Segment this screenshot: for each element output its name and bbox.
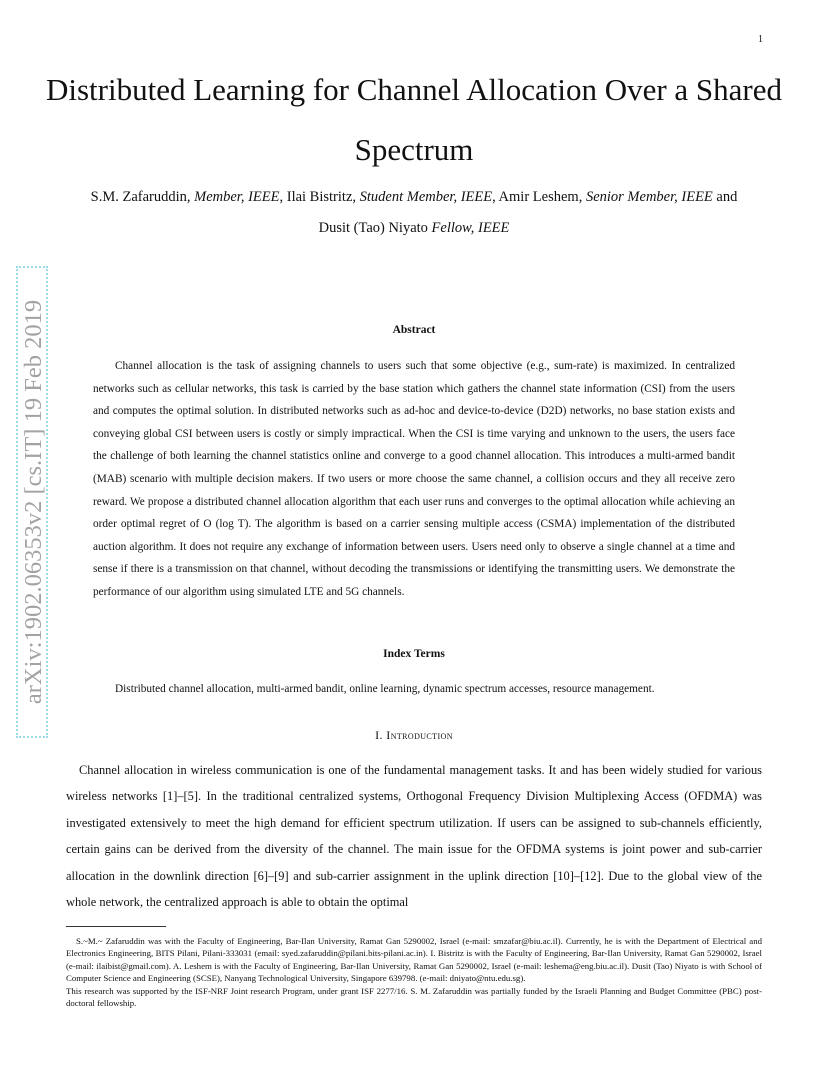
author-1-role: Member, IEEE	[194, 189, 280, 205]
paper-title: Distributed Learning for Channel Allocation Over a Shared Spectrum	[45, 72, 783, 167]
author-2-name: , Ilai Bistritz,	[279, 189, 356, 205]
footnote-divider	[66, 926, 166, 927]
author-4-name: Dusit (Tao) Niyato	[318, 220, 428, 236]
index-terms-heading: Index Terms	[383, 648, 445, 660]
page-number: 1	[758, 34, 763, 45]
arxiv-stamp: arXiv:1902.06353v2 [cs.IT] 19 Feb 2019	[20, 299, 47, 705]
abstract-heading: Abstract	[392, 324, 436, 336]
footnote-funding: This research was supported by the ISF-NRF Joint research Program, under grant ISF 2277/16. S. M. Zafaruddin was partially funded by the Israeli Planning and Budget Committee (PBC) post-doctoral fellowship.	[66, 985, 762, 1009]
author-3-role: Senior Member, IEEE	[585, 189, 713, 205]
index-terms-text: Distributed channel allocation, multi-armed bandit, online learning, dynamic spectrum accesses, resource management.	[115, 683, 655, 695]
author-2-role: Student Member, IEEE	[359, 189, 493, 205]
footnote-affiliations: S.~M.~ Zafaruddin was with the Faculty of Engineering, Bar-Ilan University, Ramat Gan 5290002, Israel (e-mail: smzafar@biu.ac.il). Currently, he is with the Department of Electrical and Electronics Engineering, BITS Pilani, Pilani-333031 (email: syed.zafaruddin@pilani.bits-pilani.ac.in). I. Bistritz is with the Faculty of Engineering, Bar-Ilan University, Ramat Gan 5290002, Israel (e-mail: ilaibist@gmail.com). A. Leshem is with the Faculty of Engineering, Bar-Ilan University, Ramat Gan 5290002, Israel (e-mail: leshema@eng.biu.ac.il). Dusit (Tao) Niyato is with School of Computer Science and Engineering (SCSE), Nanyang Technological University, Singapore 639798. (e-mail: dniyato@ntu.edu.sg).	[66, 936, 762, 984]
author-4-role: Fellow, IEEE	[431, 220, 510, 236]
author-1-name: S.M. Zafaruddin,	[90, 189, 191, 205]
section-heading-introduction: I. Introduction	[375, 728, 453, 742]
author-list	[40, 182, 788, 244]
author-conjunction: and	[716, 189, 738, 205]
abstract-text: Channel allocation is the task of assigning channels to users such that some objective (e.g., sum-rate) is maximized. In centralized networks such as cellular networks, this task is carried by the base station which gathers the channel state information (CSI) from the users and computes the optimal solution. In distributed networks such as ad-hoc and device-to-device (D2D) networks, no base station exists and conveying global CSI between users is costly or simply impractical. When the CSI is time varying and unknown to the users, the users face the challenge of both learning the channel statistics online and converge to a good channel allocation. This introduces a multi-armed bandit (MAB) scenario with multiple decision makers. If two users or more choose the same channel, a collision occurs and they all receive zero reward. We propose a distributed channel allocation algorithm that each user runs and converges to the optimal allocation while achieving an order optimal regret of O (log T). The algorithm is based on a carrier sensing multiple access (CSMA) implementation of the distributed auction algorithm. It does not require any exchange of information between users. Users need only to observe a single channel at a time and sense if there is a transmission on that channel, without decoding the transmissions or identifying the transmitting users. We demonstrate the performance of our algorithm using simulated LTE and 5G channels.	[93, 360, 735, 598]
introduction-text: Channel allocation in wireless communication is one of the fundamental management tasks. It and has been widely studied for various wireless networks [1]–[5]. In the traditional centralized systems, Orthogonal Frequency Division Multiplexing Access (OFDMA) was investigated extensively to meet the high demand for efficient spectrum utilization. If users can be assigned to sub-channels efficiently, certain gains can be derived from the diversity of the channel. The main issue for the OFDMA systems is joint power and sub-carrier allocation in the downlink direction [6]–[9] and sub-carrier assignment in the uplink direction [10]–[12]. Due to the global view of the whole network, the centralized approach is able to obtain the optimal	[66, 763, 762, 910]
footnotes	[66, 935, 762, 1009]
author-3-name: , Amir Leshem,	[492, 189, 583, 205]
